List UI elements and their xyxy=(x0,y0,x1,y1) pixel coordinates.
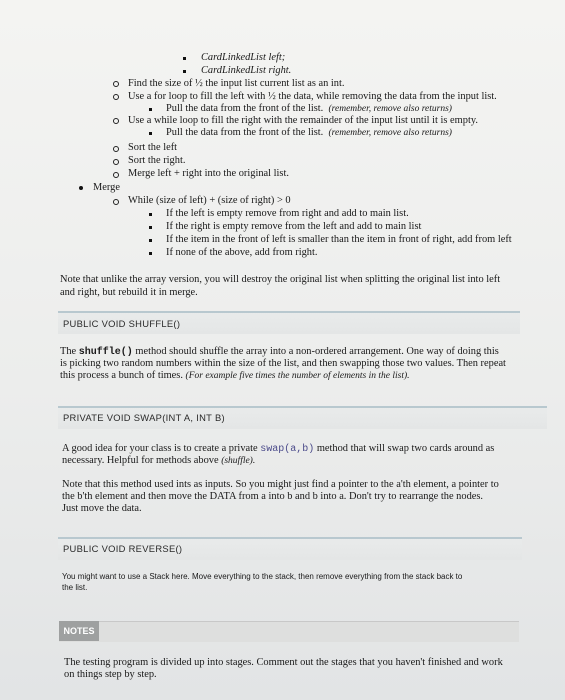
step-sort-left: Sort the left xyxy=(128,142,178,153)
merge-rule: If the item in the front of left is smaller than the item in front of right, add from left xyxy=(166,234,512,245)
merge-rule: If the right is empty remove from the left and add to main list xyxy=(166,221,422,232)
square-bullet-icon xyxy=(183,70,186,73)
swap-p2-line-2: the b'th element and then move the DATA from a into b and b into a. Don't try to rearrange the nodes. xyxy=(62,491,484,502)
merge-rule: If none of the above, add from right. xyxy=(166,247,318,258)
circle-bullet-icon xyxy=(113,199,119,205)
square-bullet-icon xyxy=(149,132,152,135)
section-divider xyxy=(58,537,522,539)
circle-bullet-icon xyxy=(113,159,119,165)
circle-bullet-icon xyxy=(113,81,119,87)
step-fill-left: Use a for loop to fill the left with ½ the data, while removing the data from the input list. xyxy=(128,91,497,102)
circle-bullet-icon xyxy=(113,172,119,178)
square-bullet-icon xyxy=(149,108,152,111)
shuffle-line-2: is picking two random numbers within the size of the list, and then swapping those two values. Then repeat xyxy=(60,358,506,369)
notes-label: NOTES xyxy=(59,621,99,641)
step-fill-right: Use a while loop to fill the right with the remainder of the input list until it is empty. xyxy=(128,115,478,126)
square-bullet-icon xyxy=(149,252,152,255)
merge-label: Merge xyxy=(93,182,120,193)
shuffle-line-3: this process a bunch of times. (For example five times the number of elements in the list). xyxy=(60,370,410,381)
section-divider xyxy=(58,406,547,408)
square-bullet-icon xyxy=(149,239,152,242)
note-line-1: Note that unlike the array version, you will destroy the original list when splitting the original list into left xyxy=(60,274,501,285)
circle-bullet-icon xyxy=(113,118,119,124)
sub-item-left: CardLinkedList left; xyxy=(201,52,286,63)
dot-bullet-icon xyxy=(79,186,83,190)
section-divider xyxy=(58,311,520,313)
reverse-line-2: the list. xyxy=(62,583,88,592)
swap-p2-line-3: Just move the data. xyxy=(62,503,142,514)
circle-bullet-icon xyxy=(113,94,119,100)
shuffle-line-1: The shuffle() method should shuffle the array into a non-ordered arrangement. One way of doing this xyxy=(60,346,499,358)
step-find-size: Find the size of ½ the input list current list as an int. xyxy=(128,78,345,89)
swap-p2-line-1: Note that this method used ints as inputs. So you might just find a pointer to the a'th element, a pointer to xyxy=(62,479,499,490)
merge-rule: If the left is empty remove from right and add to main list. xyxy=(166,208,409,219)
circle-bullet-icon xyxy=(113,146,119,152)
step-sort-right: Sort the right. xyxy=(128,155,186,166)
step-merge: Merge left + right into the original list. xyxy=(128,168,289,179)
while-line: While (size of left) + (size of right) > 0 xyxy=(128,195,291,206)
note-line-2: and right, but rebuild it in merge. xyxy=(60,287,198,298)
swap-line-2: necessary. Helpful for methods above (shuffle). xyxy=(62,455,256,466)
sub-item-right: CardLinkedList right. xyxy=(201,65,292,76)
swap-line-1: A good idea for your class is to create a private swap(a,b) method that will swap two cards around as xyxy=(62,443,495,455)
step-fill-left-sub: Pull the data from the front of the list. (remember, remove also returns) xyxy=(166,103,452,114)
square-bullet-icon xyxy=(149,213,152,216)
notes-line-1: The testing program is divided up into stages. Comment out the stages that you haven't finished and work xyxy=(64,657,503,668)
notes-line-2: on things step by step. xyxy=(64,669,157,680)
reverse-line-1: You might want to use a Stack here. Move everything to the stack, then remove everything from the stack back to xyxy=(62,572,463,581)
notes-header-bar xyxy=(59,621,519,642)
square-bullet-icon xyxy=(149,226,152,229)
square-bullet-icon xyxy=(183,57,186,60)
step-fill-right-sub: Pull the data from the front of the list. (remember, remove also returns) xyxy=(166,127,452,138)
shuffle-heading: PUBLIC VOID SHUFFLE() xyxy=(63,318,181,329)
reverse-heading: PUBLIC VOID REVERSE() xyxy=(63,543,183,554)
swap-heading: PRIVATE VOID SWAP(INT A, INT B) xyxy=(63,412,225,423)
